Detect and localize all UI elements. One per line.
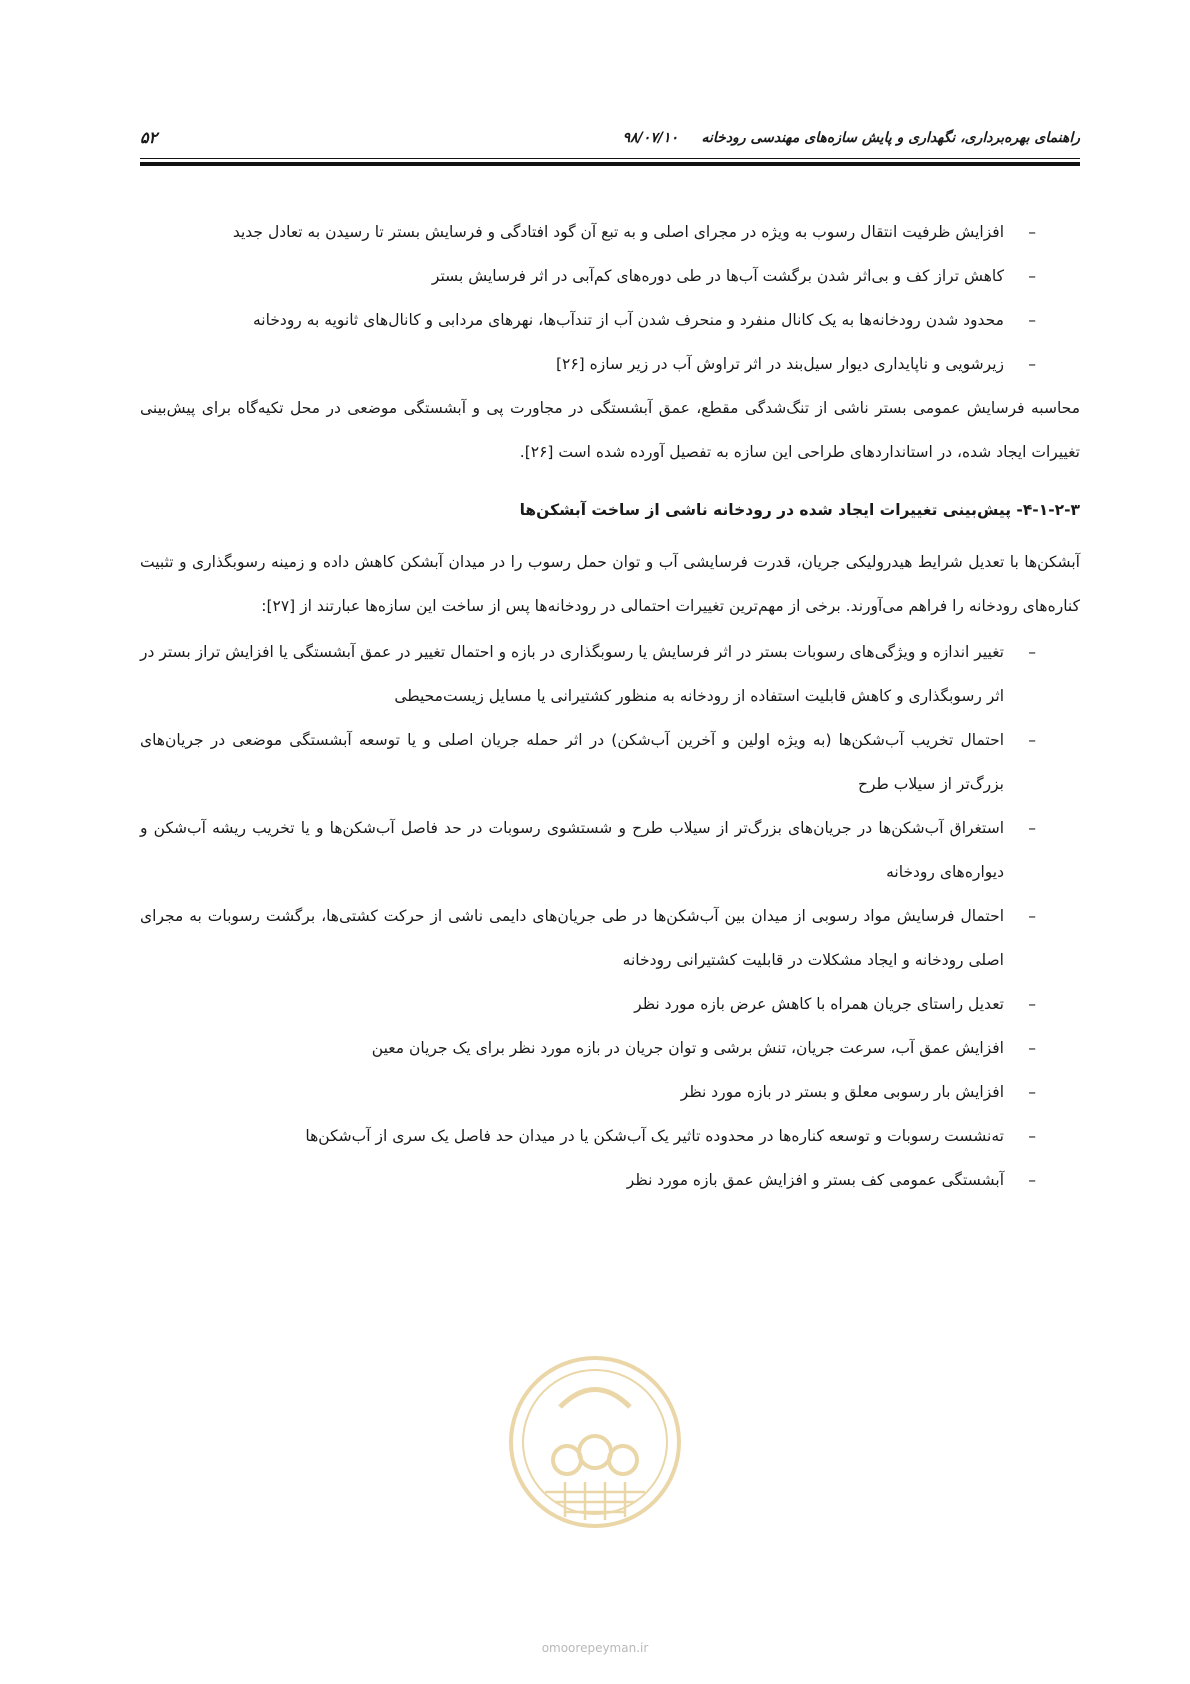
bullet-dash: – — [1028, 355, 1036, 373]
consequences-list — [140, 210, 1080, 386]
watermark-url: omoorepeyman.ir — [541, 1641, 649, 1655]
list-item — [140, 210, 1080, 254]
list-item — [140, 894, 1080, 982]
list-item — [140, 1070, 1080, 1114]
list-item — [140, 718, 1080, 806]
bullet-dash: – — [1028, 731, 1036, 749]
list-item-text: افزایش ظرفیت انتقال رسوب به ویژه در مجرای اصلی و به تبع آن گود افتادگی و فرسایش بستر تا رسیدن به تعادل جدید — [232, 223, 1004, 241]
list-item — [140, 254, 1080, 298]
body-paragraph: محاسبه فرسایش عمومی بستر ناشی از تنگ‌شدگی مقطع، عمق آبشستگی در مجاورت پی و آبشستگی موضعی در محل تکیه‌گاه برای پیش‌بینی تغییرات ایجاد شده، در استانداردهای طراحی این سازه به تفصیل آورده شده است [۲۶]. — [140, 399, 1080, 461]
list-item-text: احتمال فرسایش مواد رسوبی از میدان بین آب‌شکن‌ها در طی جریان‌های دایمی ناشی از حرکت کشتی‌ها، برگشت رسوبات به مجرای اصلی رودخانه و ایجاد مشکلات در قابلیت کشتیرانی رودخانه — [140, 907, 1004, 969]
list-item — [140, 342, 1080, 386]
header-rule-thin — [140, 158, 1080, 159]
bullet-dash: – — [1028, 1083, 1036, 1101]
list-item-text: افزایش بار رسوبی معلق و بستر در بازه مورد نظر — [680, 1083, 1004, 1101]
bullet-dash: – — [1028, 1171, 1036, 1189]
bullet-dash: – — [1028, 311, 1036, 329]
header-date: ۹۸/۰۷/۱۰ — [622, 130, 678, 146]
list-item-text: زیرشویی و ناپایداری دیوار سیل‌بند در اثر تراوش آب در زیر سازه [۲۶] — [555, 355, 1004, 373]
list-item-text: محدود شدن رودخانه‌ها به یک کانال منفرد و منحرف شدن آب از تندآب‌ها، نهرهای مردابی و کانال‌های ثانویه به رودخانه — [252, 311, 1004, 329]
list-item-text: افزایش عمق آب، سرعت جریان، تنش برشی و توان جریان در بازه مورد نظر برای یک جریان معین — [371, 1039, 1004, 1057]
header-title: راهنمای بهره‌برداری، نگهداری و پایش سازه‌های مهندسی رودخانه — [701, 130, 1080, 146]
bullet-dash: – — [1028, 907, 1036, 925]
bullet-dash: – — [1028, 643, 1036, 661]
page-number: ۵۲ — [140, 128, 158, 147]
watermark-seal-icon — [505, 1352, 685, 1532]
section-heading: ۴-۱-۲-۳- پیش‌بینی تغییرات ایجاد شده در رودخانه ناشی از ساخت آبشکن‌ها — [519, 501, 1080, 519]
bullet-dash: – — [1028, 1127, 1036, 1145]
bullet-dash: – — [1028, 267, 1036, 285]
header-rule-thick — [140, 162, 1080, 166]
bullet-dash: – — [1028, 819, 1036, 837]
list-item-text: کاهش تراز کف و بی‌اثر شدن برگشت آب‌ها در طی دوره‌های کم‌آبی در اثر فرسایش بستر — [431, 267, 1004, 285]
page-content — [140, 210, 1080, 1202]
watermark-seal-graphic — [511, 1358, 679, 1526]
page-header — [140, 112, 1080, 152]
bullet-dash: – — [1028, 223, 1036, 241]
list-item — [140, 1158, 1080, 1202]
list-item-text: استغراق آب‌شکن‌ها در جریان‌های بزرگ‌تر از سیلاب طرح و شستشوی رسوبات در حد فاصل آب‌شکن‌ها و یا تخریب ریشه آب‌شکن و دیواره‌های رودخانه — [140, 819, 1004, 881]
bullet-dash: – — [1028, 1039, 1036, 1057]
list-item-text: تعدیل راستای جریان همراه با کاهش عرض بازه مورد نظر — [634, 995, 1004, 1013]
list-item — [140, 630, 1080, 718]
list-item — [140, 1026, 1080, 1070]
list-item — [140, 1114, 1080, 1158]
bullet-dash: – — [1028, 995, 1036, 1013]
list-item-text: ته‌نشست رسوبات و توسعه کناره‌ها در محدوده تاثیر یک آب‌شکن یا در میدان حد فاصل یک سری از آب‌شکن‌ها — [305, 1127, 1004, 1145]
groyne-changes-list — [140, 630, 1080, 1202]
body-paragraph: آبشکن‌ها با تعدیل شرایط هیدرولیکی جریان، قدرت فرسایشی آب و توان حمل رسوب را در میدان آبشکن کاهش داده و زمینه رسوبگذاری و تثبیت کناره‌های رودخانه را فراهم می‌آورند. برخی از مهم‌ترین تغییرات احتمالی در رودخانه‌ها پس از ساخت این سازه‌ها عبارتند از [۲۷]: — [140, 553, 1080, 615]
list-item — [140, 298, 1080, 342]
list-item-text: احتمال تخریب آب‌شکن‌ها (به ویژه اولین و آخرین آب‌شکن) در اثر حمله جریان اصلی و یا توسعه آبشستگی موضعی در جریان‌های بزرگ‌تر از سیلاب طرح — [140, 731, 1004, 793]
list-item-text: تغییر اندازه و ویژگی‌های رسوبات بستر در اثر فرسایش یا رسوبگذاری در بازه و احتمال تغییر در عمق آبشستگی یا افزایش تراز بستر در اثر رسوبگذاری و کاهش قابلیت استفاده از رودخانه به منظور کشتیرانی یا مسایل زیست‌محیطی — [140, 643, 1004, 705]
list-item-text: آبشستگی عمومی کف بستر و افزایش عمق بازه مورد نظر — [626, 1171, 1004, 1189]
list-item — [140, 806, 1080, 894]
list-item — [140, 982, 1080, 1026]
